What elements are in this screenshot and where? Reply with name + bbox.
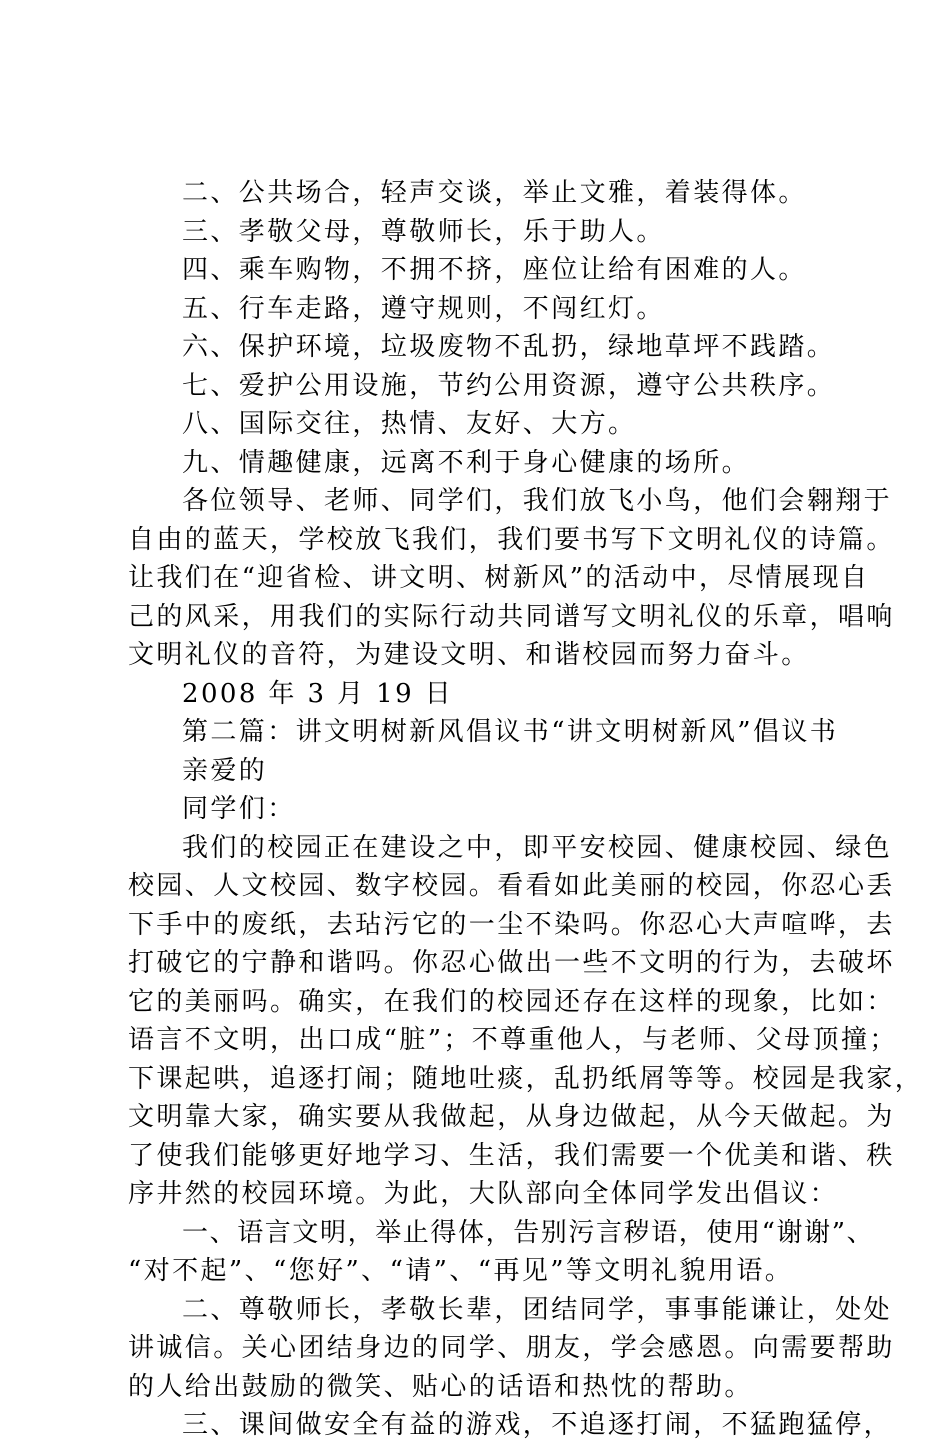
text-line: 一、语言文明，举止得体，告别污言秽语，使用“谢谢”、 <box>182 1217 875 1248</box>
text-line: 下课起哄，追逐打闹；随地吐痰，乱扔纸屑等等。校园是我家， <box>128 1063 924 1094</box>
document-body <box>128 174 924 1445</box>
text-line: “对不起”、“您好”、“请”、“再见”等文明礼貌用语。 <box>128 1256 794 1286</box>
salutation-line: 亲爱的 <box>182 755 268 786</box>
text-line: 己的风采，用我们的实际行动共同谱写文明礼仪的乐章，唱响 <box>128 601 895 632</box>
section-title: 第二篇：讲文明树新风倡议书“讲文明树新风”倡议书 <box>182 717 839 747</box>
text-line: 六、保护环境，垃圾废物不乱扔，绿地草坪不践踏。 <box>182 332 836 362</box>
text-line: 自由的蓝天，学校放飞我们，我们要书写下文明礼仪的诗篇。 <box>128 524 895 555</box>
text-line: 各位领导、老师、同学们，我们放飞小鸟，他们会翱翔于 <box>182 486 893 516</box>
text-line: 八、国际交往，热情、友好、大方。 <box>182 409 637 439</box>
text-line: 的人给出鼓励的微笑、贴心的话语和热忱的帮助。 <box>128 1371 753 1402</box>
text-line: 二、公共场合，轻声交谈，举止文雅，着装得体。 <box>182 178 807 208</box>
text-line: 序井然的校园环境。为此，大队部向全体同学发出倡议： <box>128 1179 839 1209</box>
text-line: 文明礼仪的音符，为建设文明、和谐校园而努力奋斗。 <box>128 640 810 670</box>
text-line: 三、孝敬父母，尊敬师长，乐于助人。 <box>182 216 665 247</box>
text-line: 让我们在“迎省检、讲文明、树新风”的活动中，尽情展现自 <box>128 563 870 593</box>
date-line: 2008 年 3 月 19 日 <box>182 678 454 709</box>
text-line: 文明靠大家，确实要从我做起，从身边做起，从今天做起。为 <box>128 1102 895 1132</box>
text-line: 四、乘车购物，不拥不挤，座位让给有困难的人。 <box>182 255 807 285</box>
text-line: 校园、人文校园、数字校园。看看如此美丽的校园，你忍心丢 <box>128 871 895 901</box>
text-line: 它的美丽吗。确实，在我们的校园还存在这样的现象，比如： <box>128 986 895 1017</box>
text-line: 七、爱护公用设施，节约公用资源，遵守公共秩序。 <box>182 370 836 401</box>
text-line: 二、尊敬师长，孝敬长辈，团结同学，事事能谦让，处处 <box>182 1294 893 1325</box>
text-line: 三、课间做安全有益的游戏，不追逐打闹，不猛跑猛停， <box>182 1410 893 1440</box>
text-line: 打破它的宁静和谐吗。你忍心做出一些不文明的行为，去破坏 <box>128 948 895 978</box>
text-line: 九、情趣健康，远离不利于身心健康的场所。 <box>182 447 751 478</box>
salutation-line: 同学们： <box>182 794 296 824</box>
text-line: 我们的校园正在建设之中，即平安校园、健康校园、绿色 <box>182 832 893 863</box>
text-line: 讲诚信。关心团结身边的同学、朋友，学会感恩。向需要帮助 <box>128 1333 895 1363</box>
text-line: 下手中的废纸，去玷污它的一尘不染吗。你忍心大声喧哗，去 <box>128 909 895 940</box>
text-line: 了使我们能够更好地学习、生活，我们需要一个优美和谐、秩 <box>128 1140 895 1171</box>
text-line: 五、行车走路，遵守规则，不闯红灯。 <box>182 293 665 324</box>
text-line: 语言不文明，出口成“脏”；不尊重他人，与老师、父母顶撞； <box>128 1025 898 1055</box>
